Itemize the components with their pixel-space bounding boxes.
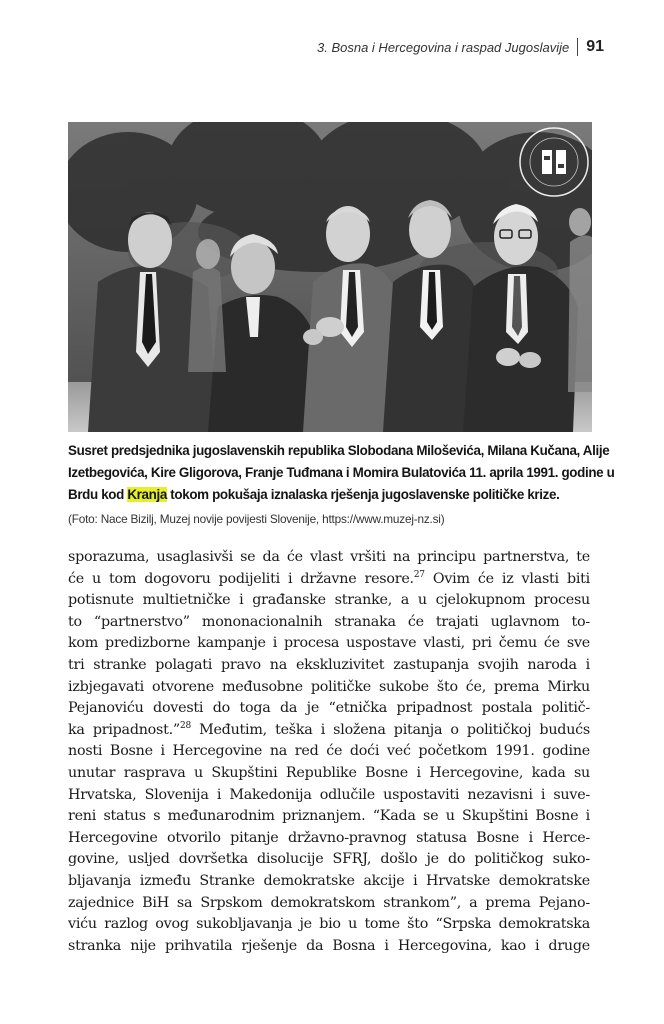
text-line: govine, usljed dovršetka disolucije SFRJ, došlo je do političkog suko- [68,851,590,868]
text-line: kom predizborne kampanje i procesa uspostave vlasti, pri čemu će sve [68,635,590,652]
photo-credit: (Foto: Nace Bizilj, Muzej novije povijesti Slovenije, https://www.muzej-nz.si) [68,512,445,526]
text-line: Hercegovine otvorilo pitanje državno-pravnog statusa Bosne i Herce- [68,829,590,846]
text-line: bljavanja između Stranke demokratske akcije i Hrvatske demokratske [68,872,590,889]
text-segment: Ovim će iz vlasti biti [424,570,590,587]
text-segment: ka pripadnost.” [68,721,180,738]
text-line: sporazuma, usaglasivši se da će vlast vršiti na principu partnerstva, te [68,549,590,565]
chapter-title: 3. Bosna i Hercegovina i raspad Jugoslavije [317,39,570,55]
photo-caption [68,440,615,506]
photo-illustration [68,122,592,432]
text-line: viću razlog ovog sukobljavanja je bio u tome što “Srpska demokratska [68,916,590,933]
text-line: Hrvatska, Slovenija i Makedonija odlučile uspostaviti nezavisni i suve- [68,786,590,803]
historical-photo [68,122,592,432]
text-line: potisnute multietničke i građanske stranke, a u cjelokupnom procesu [68,592,590,609]
text-line: izbjegavati otvorene međusobne političke sukobe što će, prema Mirku [68,678,590,695]
text-line [68,569,590,591]
highlighted-word: Kranja [127,487,167,502]
caption-line: Izetbegovića, Kire Gligorova, Franje Tuđmana i Momira Bulatovića 11. aprila 1991. godine u [68,465,615,480]
text-line: nosti Bosne i Hercegovine na red će doći već početkom 1991. godine [68,743,590,760]
text-line: reni status s međunarodnim priznanjem. “Kada se u Skupštini Bosne i [68,808,590,825]
text-line: to “partnerstvo” mononacionalnih stranaka će trajati uglavnom to- [68,613,590,630]
text-line: Pejanoviću dovesti do toga da je “etnička pripadnost postala politič- [68,700,590,717]
footnote-ref[interactable]: 28 [179,720,191,731]
caption-line: Susret predsjednika jugoslavenskih republika Slobodana Miloševića, Milana Kučana, Alije [68,443,610,458]
caption-line [68,484,598,506]
page-number: 91 [586,38,604,55]
text-line: tri stranke polagati pravo na ekskluzivitet zastupanja svojih naroda i [68,656,590,673]
text-line: zajednice BiH sa Srpskom demokratskom strankom”, a prema Pejano- [68,894,590,911]
text-line [68,720,590,742]
text-segment: Međutim, teška i složena pitanja o političkoj budućs [190,721,590,738]
caption-text: tokom pokušaja iznalaska rješenja jugoslavenske političke krize. [166,487,560,502]
running-header [317,38,604,56]
caption-text: Brdu kod [68,487,128,502]
text-line: stranka nije prihvatila rješenje da Bosna i Hercegovina, kao i druge [68,937,590,954]
body-text [68,547,590,957]
text-segment: će u tom dogovoru podijeliti i državne resore. [68,570,414,587]
text-line: unutar rasprava u Skupštini Republike Bosne i Hercegovine, kada su [68,764,590,781]
footnote-ref[interactable]: 27 [413,569,425,580]
